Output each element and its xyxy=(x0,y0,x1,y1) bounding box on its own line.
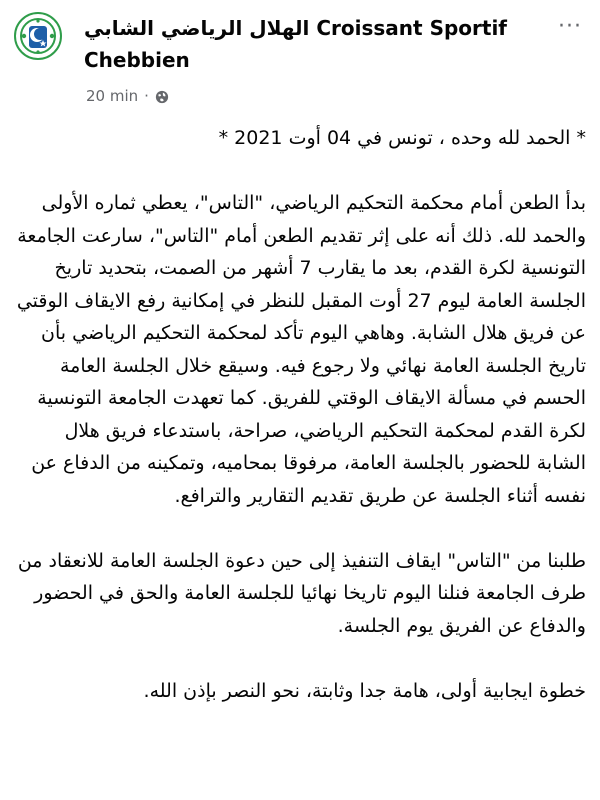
post-timestamp[interactable]: 20 min xyxy=(86,87,139,105)
post-meta xyxy=(86,86,169,106)
page-name-link[interactable] xyxy=(84,12,534,76)
globe-icon[interactable] xyxy=(155,89,169,103)
paragraph-gap xyxy=(14,155,586,188)
paragraph-gap xyxy=(14,512,586,545)
paragraph-gap xyxy=(14,642,586,675)
more-horizontal-icon: ··· xyxy=(558,13,582,39)
post-header xyxy=(0,0,600,116)
post-paragraph-3: خطوة ايجابية أولى، هامة جدا وثابتة، نحو النصر بإذن الله. xyxy=(143,679,586,702)
crescent-logo-icon xyxy=(16,14,60,58)
post-dateline: * الحمد لله وحده ، تونس في 04 أوت 2021 * xyxy=(218,127,586,149)
post-paragraph-2: طلبنا من "التاس" ايقاف التنفيذ إلى حين دعوة الجلسة العامة للانعقاد من طرف الجامعة فنلنا اليوم تاريخا نهائيا للجلسة العامة والحق في الحضور والدفاع عن الفريق يوم الجلسة. xyxy=(17,549,586,637)
meta-separator: · xyxy=(144,87,149,105)
post-body xyxy=(14,122,586,707)
page-name-french: Croissant Sportif Chebbien xyxy=(84,16,508,72)
post-paragraph-1: بدأ الطعن أمام محكمة التحكيم الرياضي، "التاس"، يعطي ثماره الأولى والحمد لله. ذلك أنه على إثر تقديم الطعن أمام "التاس"، سارعت الجامعة التونسية لكرة القدم، بعد ما يقارب 7 أشهر من الصمت، بتحديد تاريخ الجلسة العامة ليوم 27 أوت المقبل للنظر في إمكانية رفع الايقاف الوقتي عن فريق هلال الشابة. وهاهي اليوم تأكد لمحكمة التحكيم الرياضي بأن تاريخ الجلسة العامة نهائي ولا رجوع فيه. وسيقع خلال الجلسة العامة الحسم في مسألة الايقاف الوقتي للفريق. كما تعهدت الجامعة التونسية لكرة القدم لمحكمة التحكيم الرياضي، صراحة، باستدعاء فريق هلال الشابة للحضور بالجلسة العامة، مرفوقا بمحاميه، وتمكينه من الدفاع عن نفسه أثناء الجلسة عن طريق تقديم التقارير والترافع. xyxy=(16,192,586,507)
page-avatar[interactable] xyxy=(14,12,62,60)
more-options-button[interactable] xyxy=(554,14,586,38)
page-name-arabic: الهلال الرياضي الشابي xyxy=(84,16,310,40)
